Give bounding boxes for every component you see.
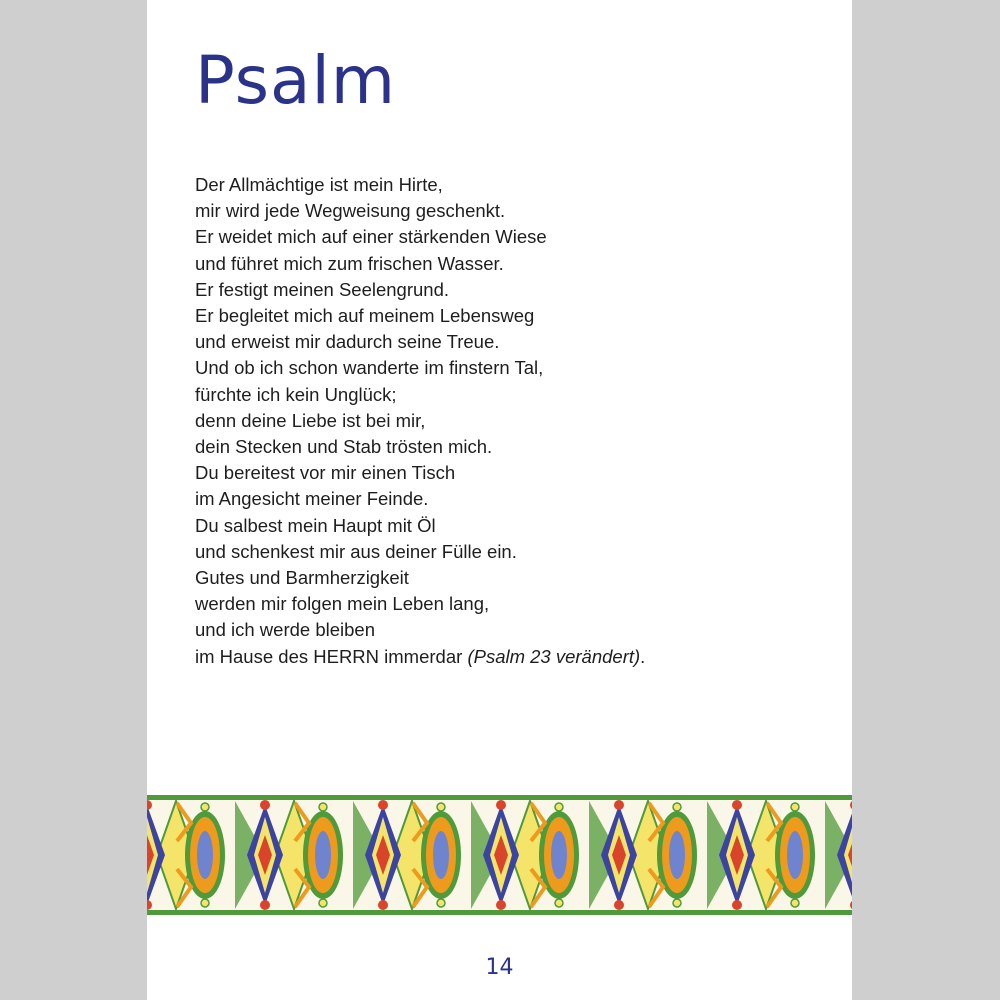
poem-line: Du salbest mein Haupt mit Öl (195, 514, 436, 536)
poem-line: mir wird jede Wegweisung geschenkt. (195, 200, 506, 222)
psalm-reference: (Psalm 23 verändert) (467, 645, 641, 667)
psalm-text (195, 172, 645, 670)
poem-line-end: . (640, 645, 646, 667)
book-page (147, 0, 852, 1000)
poem-line: Gutes und Barmherzigkeit (195, 567, 409, 589)
poem-line: werden mir folgen mein Leben lang, (195, 593, 490, 615)
page-title: Psalm (195, 42, 397, 119)
poem-line: Er festigt meinen Seelengrund. (195, 278, 450, 300)
poem-line: und führet mich zum frischen Wasser. (195, 252, 504, 274)
decorative-border (147, 795, 852, 915)
poem-line: denn deine Liebe ist bei mir, (195, 409, 426, 431)
poem-line: im Angesicht meiner Feinde. (195, 488, 429, 510)
poem-line: Er weidet mich auf einer stärkenden Wiese (195, 226, 547, 248)
ornament-pattern-icon (147, 795, 852, 915)
poem-line: Du bereitest vor mir einen Tisch (195, 462, 456, 484)
poem-line: und ich werde bleiben (195, 619, 375, 641)
poem-line-text: im Hause des HERRN immerdar (195, 645, 468, 667)
poem-line: dein Stecken und Stab trösten mich. (195, 436, 493, 458)
poem-line: fürchte ich kein Unglück; (195, 383, 397, 405)
poem-line-last (195, 644, 645, 670)
page-number: 14 (485, 955, 514, 980)
poem-line: Der Allmächtige ist mein Hirte, (195, 174, 443, 195)
poem-line: Er begleitet mich auf meinem Lebensweg (195, 305, 535, 327)
poem-line: Und ob ich schon wanderte im finstern Tal, (195, 357, 544, 379)
poem-line: und schenkest mir aus deiner Fülle ein. (195, 540, 517, 562)
poem-line: und erweist mir dadurch seine Treue. (195, 331, 500, 353)
